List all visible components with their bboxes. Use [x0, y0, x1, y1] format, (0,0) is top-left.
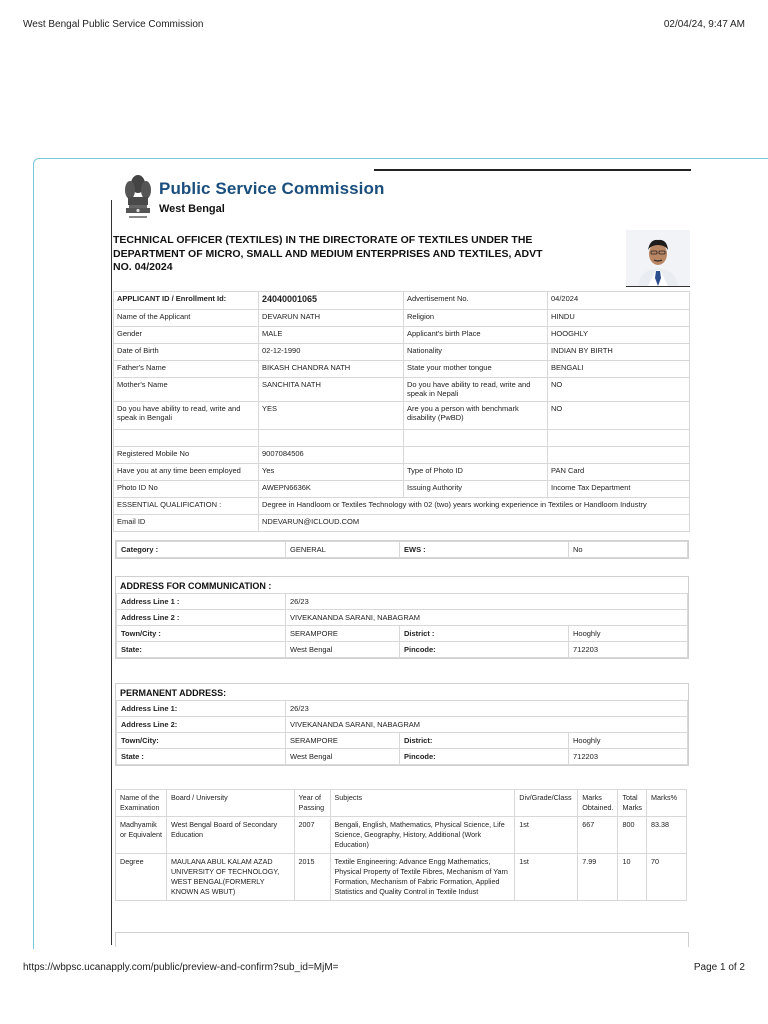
education-column-header: Marks%: [647, 790, 687, 817]
field-value: BIKASH CHANDRA NATH: [259, 361, 404, 378]
applicant-row: [114, 310, 690, 327]
category-box: [115, 540, 689, 559]
post-title: TECHNICAL OFFICER (TEXTILES) IN THE DIRECTORATE OF TEXTILES UNDER THE DEPARTMENT OF MICRO, SMALL AND MEDIUM ENTERPRISES AND TEXTILES, ADVT NO. 04/2024: [113, 234, 543, 273]
education-column-header: Marks Obtained.: [578, 790, 618, 817]
field-label: Have you at any time been employed: [114, 464, 259, 481]
field-value: PAN Card: [548, 464, 690, 481]
comm-pin-label: Pincode:: [400, 642, 569, 658]
field-value: NO: [548, 378, 690, 402]
education-cell: 667: [578, 817, 618, 854]
field-label: [404, 447, 548, 464]
communication-address-box: [115, 576, 689, 659]
applicant-details-table: [113, 291, 690, 532]
comm-state-label: State:: [117, 642, 286, 658]
permanent-address-heading: PERMANENT ADDRESS:: [120, 688, 227, 698]
email-label: Email ID: [114, 515, 259, 532]
comm-district-label: District :: [400, 626, 569, 642]
applicant-photo: [626, 230, 690, 286]
applicant-row: [114, 344, 690, 361]
comm-town-label: Town/City :: [117, 626, 286, 642]
education-table: [115, 789, 687, 901]
education-column-header: Total Marks: [618, 790, 647, 817]
education-cell: Bengali, English, Mathematics, Physical Science, Life Science, Geography, History, Additional (Work Education): [330, 817, 515, 854]
education-cell: 2015: [294, 854, 330, 901]
education-cell: Degree: [116, 854, 167, 901]
field-label: [114, 430, 259, 447]
qualification-value: Degree in Handloom or Textiles Technology with 02 (two) years working experience in Textiles or Handloom Industry: [259, 498, 690, 515]
field-label: Religion: [404, 310, 548, 327]
education-column-header: Name of the Examination: [116, 790, 167, 817]
print-header-title: West Bengal Public Service Commission: [23, 19, 204, 30]
applicant-row: [114, 378, 690, 402]
field-label: Advertisement No.: [404, 292, 548, 310]
education-cell: 7.99: [578, 854, 618, 901]
print-header: [23, 19, 745, 30]
print-footer: [23, 962, 745, 973]
qualification-label: ESSENTIAL QUALIFICATION :: [114, 498, 259, 515]
field-value: INDIAN BY BIRTH: [548, 344, 690, 361]
education-column-header: Div/Grade/Class: [515, 790, 578, 817]
education-cell: 70: [647, 854, 687, 901]
field-label: Mother's Name: [114, 378, 259, 402]
comm-town-value: SERAMPORE: [286, 626, 400, 642]
field-value: [548, 430, 690, 447]
field-value: Income Tax Department: [548, 481, 690, 498]
perm-line2-label: Address Line 2:: [117, 717, 286, 733]
field-value: SANCHITA NATH: [259, 378, 404, 402]
field-value: 9007084506: [259, 447, 404, 464]
communication-address-heading: ADDRESS FOR COMMUNICATION :: [120, 581, 272, 591]
field-label: Nationality: [404, 344, 548, 361]
field-label: Father's Name: [114, 361, 259, 378]
field-value: BENGALI: [548, 361, 690, 378]
qualification-row: [114, 498, 690, 515]
field-label: [404, 430, 548, 447]
applicant-row: [114, 447, 690, 464]
field-value: [548, 447, 690, 464]
perm-town-value: SERAMPORE: [286, 733, 400, 749]
field-label: APPLICANT ID / Enrollment Id:: [114, 292, 259, 310]
perm-state-label: State :: [117, 749, 286, 765]
category-label: Category :: [117, 542, 286, 558]
applicant-row: [114, 481, 690, 498]
ews-value: No: [569, 542, 688, 558]
comm-district-value: Hooghly: [569, 626, 688, 642]
field-label: Name of the Applicant: [114, 310, 259, 327]
email-value: NDEVARUN@ICLOUD.COM: [259, 515, 690, 532]
applicant-row: [114, 361, 690, 378]
field-value: AWEPN6636K: [259, 481, 404, 498]
comm-line2-value: VIVEKANANDA SARANI, NABAGRAM: [286, 610, 688, 626]
education-row: [116, 854, 687, 901]
field-label: Are you a person with benchmark disability (PwBD): [404, 402, 548, 430]
field-value: Yes: [259, 464, 404, 481]
field-value: [259, 430, 404, 447]
education-column-header: Subjects: [330, 790, 515, 817]
perm-district-label: District:: [400, 733, 569, 749]
perm-line1-value: 26/23: [286, 701, 688, 717]
org-title: Public Service Commission: [159, 179, 385, 198]
field-value: YES: [259, 402, 404, 430]
education-column-header: Year of Passing: [294, 790, 330, 817]
print-header-datetime: 02/04/24, 9:47 AM: [663, 19, 745, 30]
print-footer-url: https://wbpsc.ucanapply.com/public/preview-and-confirm?sub_id=MjM=: [23, 962, 339, 973]
education-cell: West Bengal Board of Secondary Education: [166, 817, 294, 854]
comm-line1-value: 26/23: [286, 594, 688, 610]
field-label: Gender: [114, 327, 259, 344]
perm-district-value: Hooghly: [569, 733, 688, 749]
left-rule: [111, 200, 112, 945]
education-cell: 2007: [294, 817, 330, 854]
education-cell: MAULANA ABUL KALAM AZAD UNIVERSITY OF TECHNOLOGY, WEST BENGAL(FORMERLY KNOWN AS WBUT): [166, 854, 294, 901]
field-value: HOOGHLY: [548, 327, 690, 344]
field-label: State your mother tongue: [404, 361, 548, 378]
perm-state-value: West Bengal: [286, 749, 400, 765]
perm-pin-value: 712203: [569, 749, 688, 765]
perm-line1-label: Address Line 1:: [117, 701, 286, 717]
next-section-box: [115, 932, 689, 947]
field-label: Do you have ability to read, write and speak in Bengali: [114, 402, 259, 430]
education-cell: Madhyamik or Equivalent: [116, 817, 167, 854]
field-label: Date of Birth: [114, 344, 259, 361]
comm-line2-label: Address Line 2 :: [117, 610, 286, 626]
perm-pin-label: Pincode:: [400, 749, 569, 765]
page-number: Page 1 of 2: [693, 962, 745, 973]
emblem-logo: [120, 170, 156, 222]
field-value: MALE: [259, 327, 404, 344]
field-value: HINDU: [548, 310, 690, 327]
comm-state-value: West Bengal: [286, 642, 400, 658]
ews-label: EWS :: [400, 542, 569, 558]
education-column-header: Board / University: [166, 790, 294, 817]
applicant-row: [114, 402, 690, 430]
education-cell: 10: [618, 854, 647, 901]
applicant-row: [114, 327, 690, 344]
applicant-row: [114, 430, 690, 447]
education-row: [116, 817, 687, 854]
education-cell: 800: [618, 817, 647, 854]
category-value: GENERAL: [286, 542, 400, 558]
field-label: Applicant's birth Place: [404, 327, 548, 344]
comm-pin-value: 712203: [569, 642, 688, 658]
comm-line1-label: Address Line 1 :: [117, 594, 286, 610]
education-cell: 1st: [515, 854, 578, 901]
field-value: 24040001065: [259, 292, 404, 310]
field-label: Do you have ability to read, write and speak in Nepali: [404, 378, 548, 402]
field-value: 02-12-1990: [259, 344, 404, 361]
perm-line2-value: VIVEKANANDA SARANI, NABAGRAM: [286, 717, 688, 733]
applicant-row: [114, 464, 690, 481]
field-label: Issuing Authority: [404, 481, 548, 498]
field-label: Registered Mobile No: [114, 447, 259, 464]
field-value: NO: [548, 402, 690, 430]
photo-underline: [626, 286, 690, 287]
education-cell: Textile Engineering: Advance Engg Mathematics, Physical Property of Textile Fibres, Mechanism of Yarn Formation, Mechanism of Fabric Formation, Applied Statistics and Quality Control in Textile Indust: [330, 854, 515, 901]
field-label: Type of Photo ID: [404, 464, 548, 481]
education-cell: 1st: [515, 817, 578, 854]
field-value: DEVARUN NATH: [259, 310, 404, 327]
email-row: [114, 515, 690, 532]
header-rule: [374, 169, 691, 171]
org-subtitle: West Bengal: [159, 203, 225, 215]
field-label: Photo ID No: [114, 481, 259, 498]
field-value: 04/2024: [548, 292, 690, 310]
permanent-address-box: [115, 683, 689, 766]
applicant-row: [114, 292, 690, 310]
perm-town-label: Town/City:: [117, 733, 286, 749]
education-cell: 83.38: [647, 817, 687, 854]
